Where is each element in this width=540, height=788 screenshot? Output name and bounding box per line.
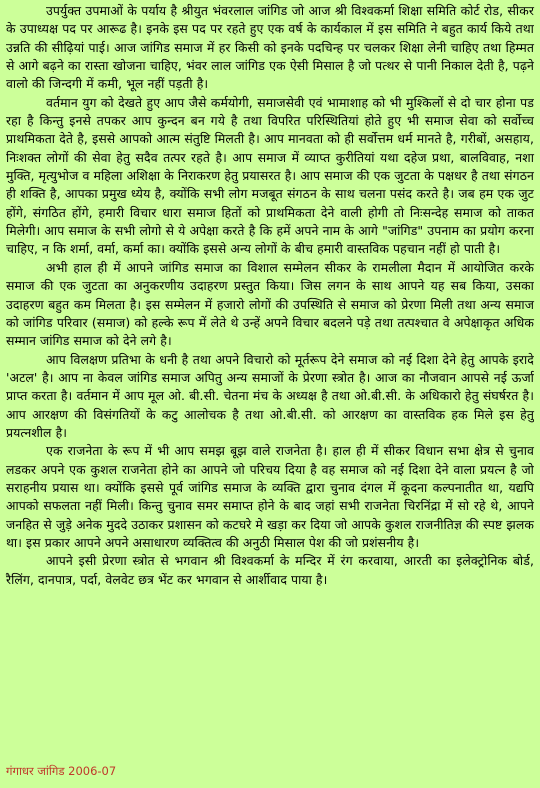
paragraph-politician: एक राजनेता के रूप में भी आप समझ बूझ वाले राजनेता है। हाल ही में सीकर विधान सभा क्षेत्र से चुनाव लडकर अपने एक कुशल राजनेता होने का आपने जो परिचय दिया है वह समाज को नई दिशा देने वाला प्रयत्न है जो सराहनीय प्रयास था। क्योंकि इससे पूर्व जांगिड समाज के व्यक्ति द्वारा चुनाव दंगल में कूदना कल्पनातीत था, यद्यपि आपको सफलता नहीं मिली। किन्तु चुनाव समर समाप्त होने के बाद जहां सभी राजनेता चिरनिंद्रा में सो रहे थे, आपने जनहित से जुड़े अनेक मुददे उठाकर प्रशासन को कटघरे मे खड़ा कर दिया जो आपके कुशल राजनीतिज्ञ की स्पष्ट झलक था। इस प्रकार आपने अपने असाधारण व्यक्तित्व की अनुठी मिसाल पेश की जो प्रशंसनीय है। xyxy=(6,443,534,550)
paragraph-conference: अभी हाल ही में आपने जांगिड समाज का विशाल सम्मेलन सीकर के रामलीला मैदान में आयोजित करके समाज की एक जुटता का अनुकरणीय उदाहरण प्रस्तुत किया। जिस लगन के साथ आपने यह सब किया, उसका उदाहरण बहुत कम मिलता है। इस सम्मेलन में हजारो लोगों की उपस्थिति से समाज को प्रेरणा मिली तथा अन्य समाज को जांगिड परिवार (समाज) को हल्के रूप में लेते थे उन्हें अपने विचार बदलने पड़े तथा तत्पश्चात वे अपेक्षाकृत अधिक सम्मान जांगिड समाज को देने लगे है। xyxy=(6,259,534,349)
paragraph-present-era: वर्तमान युग को देखते हुए आप जैसे कर्मयोगी, समाजसेवी एवं भामाशाह को भी मुश्किलों से दो चार होना पड रहा है किन्तु इनसे तपकर आप कुन्दन बन गये है तथा विपरित परिस्थितियां होते हुए भी समाज सेवा को सर्वोच्च प्राथमिकता देते है, इससे आपको आत्म संतुष्टि मिलती है। आप मानवता को ही सर्वोत्तम धर्म मानते है, गरीबों, असहाय, निःशक्त लोगों की सेवा हेतु सदैव तत्पर रहते है। आप समाज में व्याप्त कुरीतियां यथा दहेज प्रथा, बालविवाह, नशा मुक्ति, मृत्युभोज व महिला अशिक्षा के निराकरण हेतु प्रयासरत है। आप समाज की एक जुटता के पक्षधर है तथा संगठन ही शक्ति है, आपका प्रमुख ध्येय है, क्योंकि सभी लोग मजबूत संगठन के साथ चलना पसंद करते है। जब हम एक जुट होंगे, संगठित होंगे, हमारी विचार धारा समाज हितों को प्राथमिकता देने वाली होगी तो निःसन्देह समाज को ताकत मिलेगी। आप समाज के सभी लोगो से ये अपेक्षा करते है कि हमें अपने नाम के आगे "जांगिड" उपनाम का प्रयोग करना चाहिए, न कि शर्मा, वर्मा, कर्मा का। क्योंकि इससे अन्य लोगों के बीच हमारी वास्तविक पहचान नहीं हो पाती है। xyxy=(6,94,534,257)
paragraph-intro: उपर्युक्त उपमाओं के पर्याय है श्रीयुत भंवरलाल जांगिड जो आज श्री विश्वकर्मा शिक्षा समिति कोर्ट रोड, सीकर के उपाध्यक्ष पद पर आरूढ है। इनके इस पद पर रहते हुए एक वर्ष के कार्यकाल में इस समिति ने बहुत कार्य किये तथा उन्नति की सीढ़ियां पाई। आज जांगिड समाज में हर किसी को इनके पदचिन्ह पर चलकर शिक्षा लेनी चाहिए तथा हिम्मत से आगे बढ़ने का रास्ता खोजना चाहिए, भंवर लाल जांगिड एक ऐसी मिसाल है जो पत्थर से पानी निकाल देती है, पढ़ने वालो की जिन्दगी में कमी, भूल नहीं पड़ती है। xyxy=(6,3,534,92)
paragraph-talent: आप विलक्षण प्रतिभा के धनी है तथा अपने विचारो को मूर्तरूप देने समाज को नई दिशा देने हेतु आपके इरादे 'अटल' है। आप ना केवल जांगिड समाज अपितु अन्य समाजों के प्रेरणा स्त्रोत है। आज का नौजवान आपसे नई ऊर्जा प्राप्त करता है। वर्तमान में आप मूल ओ. बी.सी. चेतना मंच के अध्यक्ष है तथा ओ.बी.सी. के अधिकारो हेतु संघर्षरत है। आप आरक्षण की विसंगतियों के कटु आलोचक है तथा ओ.बी.सी. को आरक्षण का वास्तविक हक मिले इस हेतु प्रयत्नशील है। xyxy=(6,351,534,440)
author-signature: गंगाधर जांगिड 2006-07 xyxy=(6,764,117,778)
paragraph-temple: आपने इसी प्रेरणा स्त्रोत से भगवान श्री विश्वकर्मा के मन्दिर में रंग करवाया, आरती का इलेक्ट्रोनिक बोर्ड, रैलिंग, दानपात्र, पर्दा, वेलवेट छत्र भेंट कर भगवान से आर्शीवाद पाया है। xyxy=(6,553,534,587)
